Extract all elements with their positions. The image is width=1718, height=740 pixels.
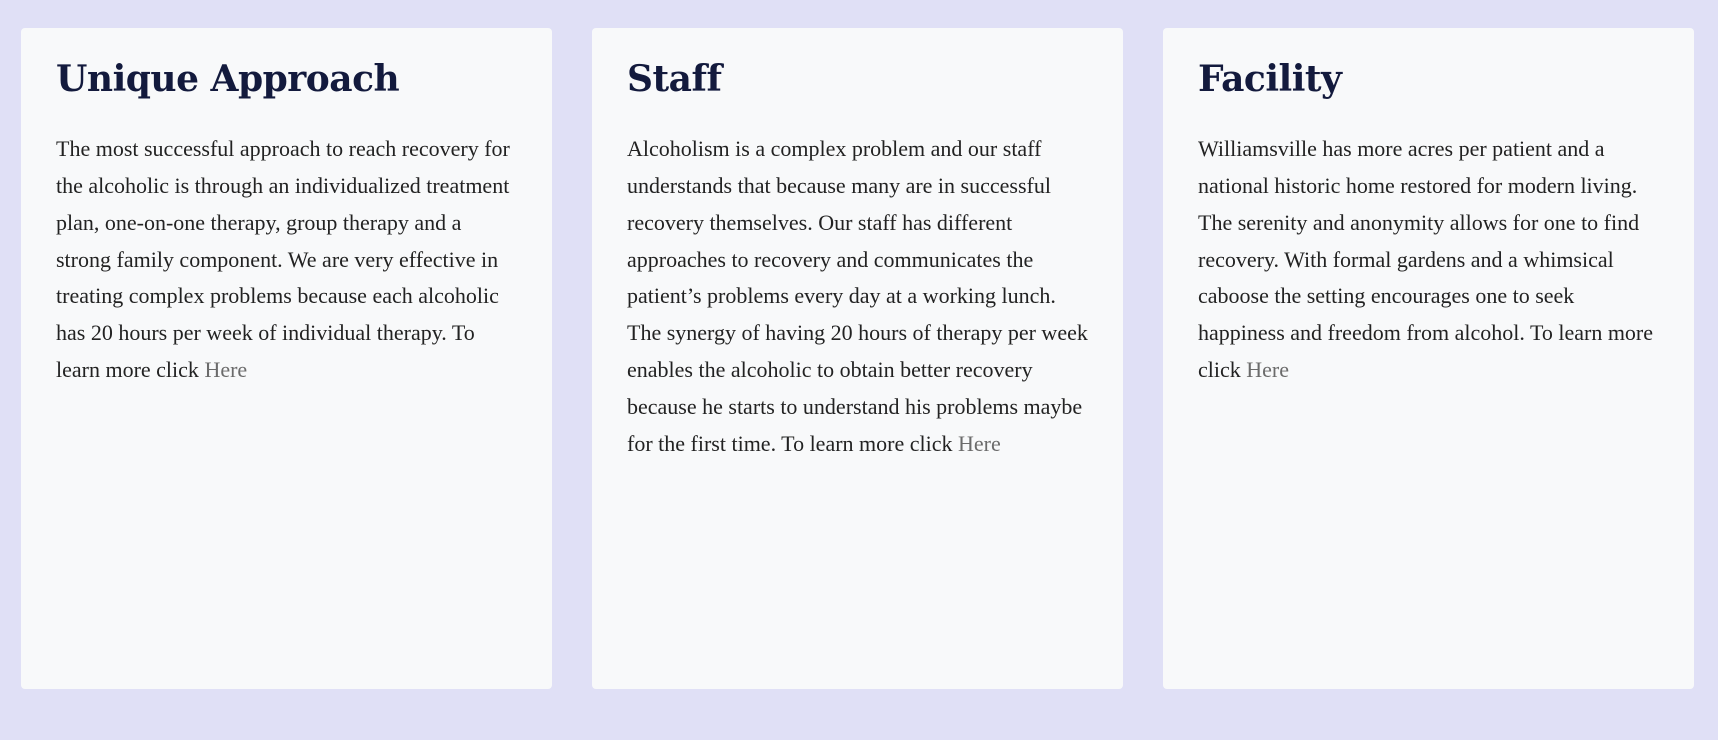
card-text (56, 131, 518, 389)
card-body: Williamsville has more acres per patient and a national historic home restored for modern living. The serenity and anonymity allows for one to find recovery. With formal gardens and a whimsical caboose the setting encourages one to seek happiness and freedom from alcohol. To learn more click (1198, 136, 1654, 382)
cards-row (21, 28, 1694, 689)
card-text (627, 131, 1089, 462)
learn-more-link[interactable]: Here (1246, 356, 1290, 382)
card-staff (592, 28, 1123, 689)
learn-more-link[interactable]: Here (204, 356, 248, 382)
card-facility (1163, 28, 1694, 689)
learn-more-link[interactable]: Here (958, 430, 1001, 456)
card-body: The most successful approach to reach recovery for the alcoholic is through an individualized treatment plan, one-on-one therapy, group therapy and a strong family component. We are very effective in treating complex problems because each alcoholic has 20 hours per week of individual therapy. To learn more click (56, 136, 510, 382)
card-unique-approach (21, 28, 552, 689)
card-title: Staff (627, 58, 722, 100)
card-title: Unique Approach (56, 58, 400, 100)
card-title: Facility (1198, 58, 1342, 100)
card-text (1198, 131, 1660, 389)
card-body: Alcoholism is a complex problem and our staff understands that because many are in successful recovery themselves. Our staff has different approaches to recovery and communicates the patient’s problems every day at a working lunch. The synergy of having 20 hours of therapy per week enables the alcoholic to obtain better recovery because he starts to understand his problems maybe for the first time. To learn more click (627, 136, 1088, 456)
